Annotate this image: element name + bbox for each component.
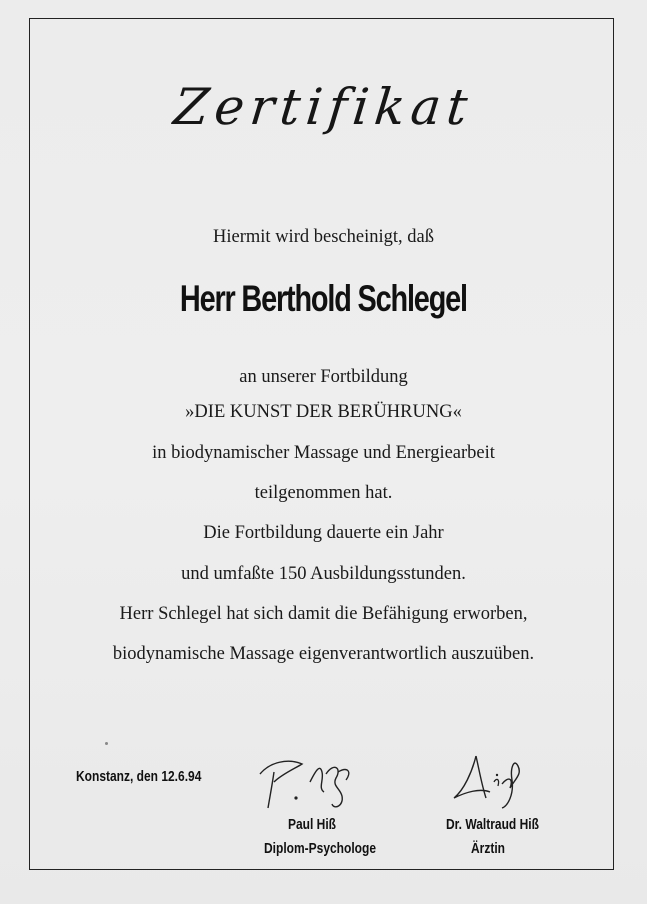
signatory-2-role: Ärztin: [471, 840, 505, 857]
signature-paul-hiss: [252, 752, 362, 814]
body-line-3: in biodynamischer Massage und Energiearbeit: [152, 443, 495, 463]
body-line-5: Die Fortbildung dauerte ein Jahr: [203, 523, 444, 543]
intro-text: Hiermit wird bescheinigt, daß: [213, 227, 434, 247]
body-line-1: an unserer Fortbildung: [239, 367, 408, 387]
signatory-1-name: Paul Hiß: [288, 816, 337, 833]
signatory-1-role: Diplom-Psychologe: [264, 840, 377, 857]
certificate-title: Zertifikat: [170, 78, 477, 136]
signature-waltraud-hiss: [446, 748, 536, 814]
body-line-7: Herr Schlegel hat sich damit die Befähigung erworben,: [119, 604, 528, 624]
place-date: Konstanz, den 12.6.94: [76, 768, 202, 785]
body-line-6: und umfaßte 150 Ausbildungsstunden.: [181, 564, 466, 584]
course-title: »DIE KUNST DER BERÜHRUNG«: [185, 402, 462, 422]
body-line-4: teilgenommen hat.: [254, 483, 393, 503]
recipient-name: Herr Berthold Schlegel: [179, 278, 467, 319]
signatory-2-name: Dr. Waltraud Hiß: [446, 816, 539, 833]
paper-speck: [105, 742, 108, 745]
body-line-8: biodynamische Massage eigenverantwortlich auszuüben.: [112, 644, 535, 664]
